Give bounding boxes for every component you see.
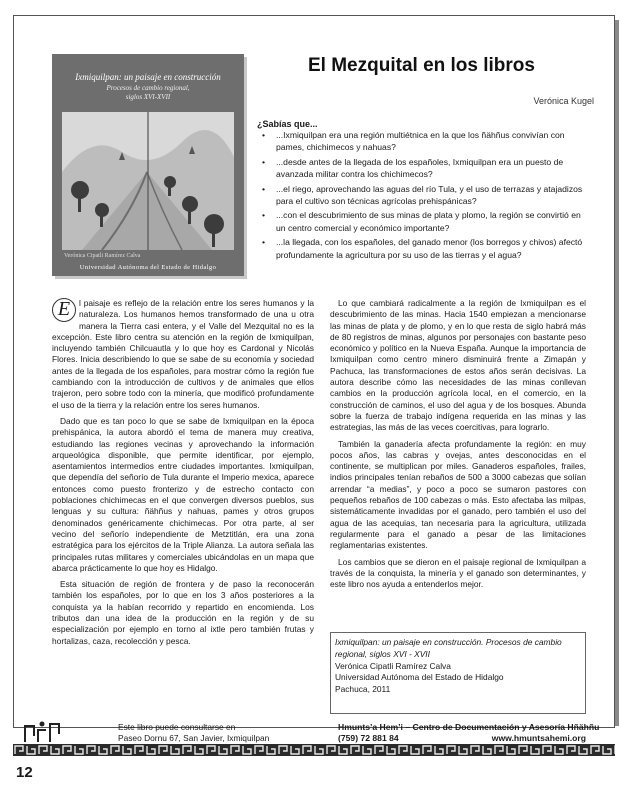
dropcap: E bbox=[52, 298, 76, 322]
sabias-heading: ¿Sabías que... bbox=[257, 119, 318, 129]
paragraph: Los cambios que se dieron en el paisaje regional de Ixmiquilpan a través de la conquista, la minería y el ganado son determinantes, y este libro nos ayuda a entenderlos mejor. bbox=[330, 556, 586, 590]
article-title: El Mezquital en los libros bbox=[308, 55, 535, 76]
article-column-1 bbox=[52, 298, 314, 652]
paragraph-text: l paisaje es reflejo de la relación entre los seres humanos y la naturaleza. Los humanos hemos transformado de una u otra manera la Tierra casi entera, y el Valle del Mezquital no es la excepción. Este libro centra su atención en la región de Ixmiquilpan, incluyendo también Chilcuautla y lo que hoy es Cardonal y Nicolás Flores. Inicia describiendo lo que se sabe de su economía y sociedad antes de la llegada de los españoles, para mostrar cómo la región fue cambiando con la introducción de cultivos y de animales que ellos trajeron, pero sobre todo con la minería, que modificó profundamente el uso de la tierra y la relación entre los seres humanos. bbox=[52, 298, 314, 410]
article-column-2 bbox=[330, 298, 586, 595]
article-author: Verónica Kugel bbox=[533, 96, 594, 106]
cover-subtitle bbox=[52, 84, 244, 102]
footer-phone: (759) 72 881 84 bbox=[338, 733, 399, 743]
cover-publisher: Universidad Autónoma del Estado de Hidalgo bbox=[79, 264, 217, 271]
sabias-list bbox=[258, 129, 586, 263]
ref-place-year: Pachuca, 2011 bbox=[335, 684, 391, 695]
paragraph: Esta situación de región de frontera y de paso la reconocerán también los españoles, por lo que en los 3 años posteriores a la conquista ya la habían recorrido y repartido en encomienda. Los tributos dan una idea de la producción en la región y de su especialización por ejemplo en torno al ixtle pero también frutas y hortalizas, caza, recolección y pesca. bbox=[52, 579, 314, 646]
sabias-item: • ...la llegada, con los españoles, del ganado menor (los borregos y chivos) afectó profundamente la agricultura por su uso de las tierras y el agua? bbox=[258, 236, 586, 261]
paragraph: Dado que es tan poco lo que se sabe de Ixmiquilpan en la época prehispánica, la autora abordó el tema de manera muy creativa, estudiando las regiones vecinas y aprovechando la información arqueológica disponible, que permite identificar, por ejemplo, asentamientos intermedios entre ciudades importantes. Ixmiquilpan, que dependía del señorío de Tula durante el Imperio mexica, aparece entonces como puesto fronterizo y de estrecho contacto con poblaciones chichimecas en el que convergen diversos pueblos, sus lenguas y su cultura: ñähñus y nahuas, pames y otros grupos denominados genéricamente chichimecas. Por otra parte, al ser vecino del señorío independiente de Metztitlán, era una zona estratégica para los ejércitos de la Triple Alianza. La autora señala las principales rutas militares y comerciales ubicándolas en un mapa que abarca prácticamente lo que hoy es Hidalgo. bbox=[52, 415, 314, 573]
footer-org-name: Hmunts’a Hem’i – Centro de Documentación y Asesoría Hñähñu bbox=[338, 722, 600, 732]
decorative-band bbox=[13, 744, 615, 756]
sabias-item: • ...Ixmiquilpan era una región multiétnica en la que los ñähñus convivían con pames, chichimecos y nahuas? bbox=[258, 129, 586, 154]
sabias-item: • ...el riego, aprovechando las aguas del río Tula, y el uso de terrazas y atajadizos para el cultivo son técnicas agrícolas prehispánicas? bbox=[258, 183, 586, 208]
ref-title-line1: Ixmiquilpan: un paisaje en construcción. Procesos de cambio bbox=[335, 637, 562, 647]
paragraph: También la ganadería afecta profundamente la región: en muy pocos años, las cabras y ovejas, antes desconocidas en el continente, se multiplican por miles. Ganaderos españoles, frailes, indios principales tenían rebaños de 500 a 3000 cabezas que solían arrendar “a medias”, y poco a poco se sumaron pastores con pequeños rebaños de 100 cabezas o más. Esto afectaba las milpas, sistemáticamente invadidas por el ganado, pero también el uso del agua de las acequias, tan necesaria para la agricultura, utilizada regularmente para el ganado a pesar de las limitaciones reglamentarias existentes. bbox=[330, 438, 586, 551]
cover-title: Ixmiquilpan: un paisaje en construcción bbox=[75, 72, 221, 82]
ref-title-line2: regional, siglos XVI - XVII bbox=[335, 648, 430, 659]
sabias-item: • ...desde antes de la llegada de los españoles, Ixmiquilpan era un puesto de avanzada militar contra los chichimecos? bbox=[258, 156, 586, 181]
greca-pattern-icon bbox=[13, 744, 615, 756]
footer-note-line1: Este libro puede consultarse en bbox=[118, 722, 236, 732]
ref-publisher: Universidad Autónoma del Estado de Hidalgo bbox=[335, 672, 504, 683]
paragraph: Lo que cambiará radicalmente a la región de Ixmiquilpan es el descubrimiento de las minas. Hacia 1540 empiezan a mencionarse las minas de plata y de plomo, y en lo que resta de siglo habrá más de 80 registros de minas, algunos por personajes con bastante peso económico y político en la Nueva España. Aunque la importancia de Ixmiquilpan como centro minero disminuirá frente a Zimapán y Pachuca, las transformaciones de estos años serán decisivas. La autora describe cómo las necesidades de las minas conllevan cambios en la producción agrícola local, en el comercio, en la construcción de caminos, el uso del agua y de los bosques. Abunda sobre la fuerza de trabajo indígena requerida en las minas y las estrategias, las más de las veces coercitivas, para lograrlo. bbox=[330, 298, 586, 433]
footer-website-link[interactable]: www.hmuntsahemi.org bbox=[491, 733, 586, 743]
page-number: 12 bbox=[16, 764, 33, 781]
book-cover bbox=[52, 54, 244, 276]
ref-author: Verónica Cipatli Ramírez Calva bbox=[335, 660, 451, 671]
book-reference-box bbox=[330, 632, 586, 714]
hmuntsa-hemi-logo-icon bbox=[22, 720, 62, 746]
paragraph bbox=[52, 298, 314, 411]
cover-subtitle-line2: siglos XVI-XVII bbox=[125, 93, 171, 101]
sabias-item: • ...con el descubrimiento de sus minas de plata y plomo, la región se convirtió en un centro comercial y económico importante? bbox=[258, 209, 586, 234]
footer-note-line2: Paseo Dornu 67, San Javier, Ixmiquilpan bbox=[118, 733, 270, 743]
footer-note bbox=[118, 722, 269, 744]
cover-author: Verónica Cipatli Ramírez Calva bbox=[64, 253, 141, 259]
cover-subtitle-line1: Procesos de cambio regional, bbox=[106, 84, 190, 92]
cover-landscape-illustration bbox=[62, 112, 234, 250]
